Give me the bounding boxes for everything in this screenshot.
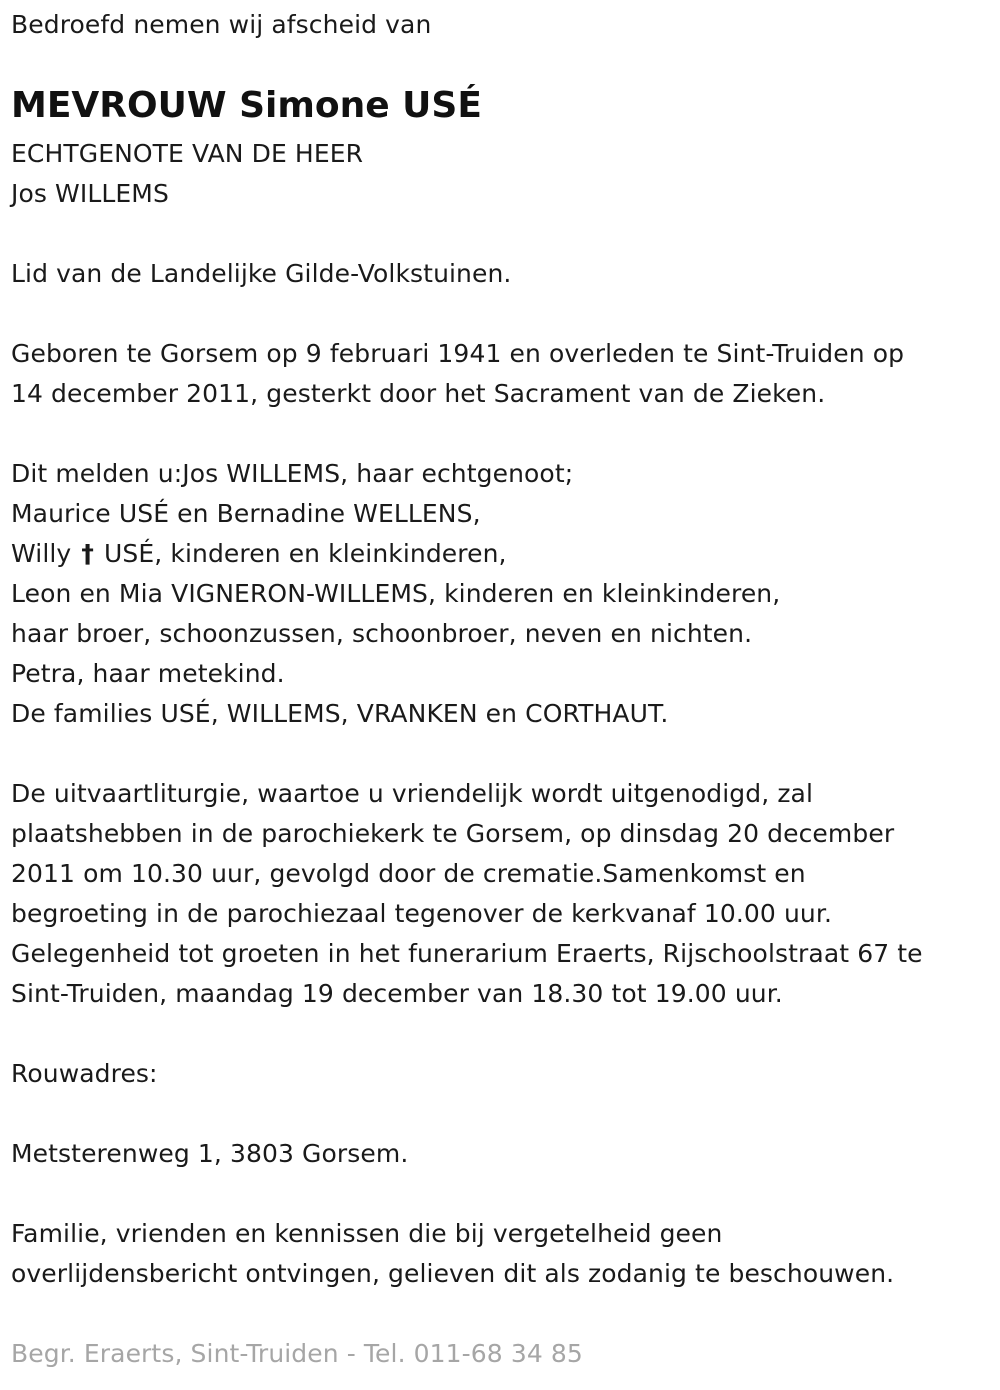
rouwadres-block bbox=[11, 1054, 158, 1094]
spouse-line-1: ECHTGENOTE VAN DE HEER bbox=[11, 139, 364, 168]
note-block bbox=[11, 1214, 894, 1294]
family-line-3-after: USÉ, kinderen en kleinkinderen, bbox=[104, 539, 507, 568]
family-block bbox=[11, 454, 780, 734]
note-line-1: Familie, vrienden en kennissen die bij vergetelheid geen bbox=[11, 1219, 723, 1248]
cross-icon: † bbox=[81, 539, 94, 568]
family-line-7: De families USÉ, WILLEMS, VRANKEN en CORTHAUT. bbox=[11, 699, 669, 728]
family-line-3-before: Willy bbox=[11, 539, 72, 568]
family-line-3 bbox=[11, 534, 780, 574]
note-line-2: overlijdensbericht ontvingen, gelieven dit als zodanig te beschouwen. bbox=[11, 1259, 895, 1288]
birth-death-line-2: 14 december 2011, gesterkt door het Sacrament van de Zieken. bbox=[11, 379, 826, 408]
family-line-4: Leon en Mia VIGNERON-WILLEMS, kinderen en kleinkinderen, bbox=[11, 579, 781, 608]
membership-block bbox=[11, 254, 511, 294]
birth-death-block bbox=[11, 334, 904, 414]
membership-line: Lid van de Landelijke Gilde-Volkstuinen. bbox=[11, 259, 512, 288]
funeral-line-5: Gelegenheid tot groeten in het funerarium Eraerts, Rijschoolstraat 67 te bbox=[11, 939, 923, 968]
address-block bbox=[11, 1134, 408, 1174]
deceased-name: MEVROUW Simone USÉ bbox=[11, 85, 482, 126]
funeral-line-1: De uitvaartliturgie, waartoe u vriendelijk wordt uitgenodigd, zal bbox=[11, 779, 814, 808]
funeral-line-2: plaatshebben in de parochiekerk te Gorsem, op dinsdag 20 december bbox=[11, 819, 895, 848]
spouse-block bbox=[11, 134, 363, 214]
family-line-6: Petra, haar metekind. bbox=[11, 659, 285, 688]
address-line: Metsterenweg 1, 3803 Gorsem. bbox=[11, 1139, 409, 1168]
family-line-1: Dit melden u:Jos WILLEMS, haar echtgenoot; bbox=[11, 459, 574, 488]
funeral-block bbox=[11, 774, 923, 1014]
funeral-line-4: begroeting in de parochiezaal tegenover de kerkvanaf 10.00 uur. bbox=[11, 899, 833, 928]
intro-text: Bedroefd nemen wij afscheid van bbox=[11, 10, 432, 39]
family-line-2: Maurice USÉ en Bernadine WELLENS, bbox=[11, 499, 481, 528]
funeral-home-footer: Begr. Eraerts, Sint-Truiden - Tel. 011-68 34 85 bbox=[11, 1339, 583, 1368]
spouse-line-2: Jos WILLEMS bbox=[11, 179, 169, 208]
funeral-line-6: Sint-Truiden, maandag 19 december van 18.30 tot 19.00 uur. bbox=[11, 979, 783, 1008]
rouwadres-label: Rouwadres: bbox=[11, 1059, 158, 1088]
family-line-5: haar broer, schoonzussen, schoonbroer, neven en nichten. bbox=[11, 619, 753, 648]
funeral-line-3: 2011 om 10.30 uur, gevolgd door de crematie.Samenkomst en bbox=[11, 859, 806, 888]
birth-death-line-1: Geboren te Gorsem op 9 februari 1941 en overleden te Sint-Truiden op bbox=[11, 339, 905, 368]
footer-block bbox=[11, 1334, 583, 1374]
